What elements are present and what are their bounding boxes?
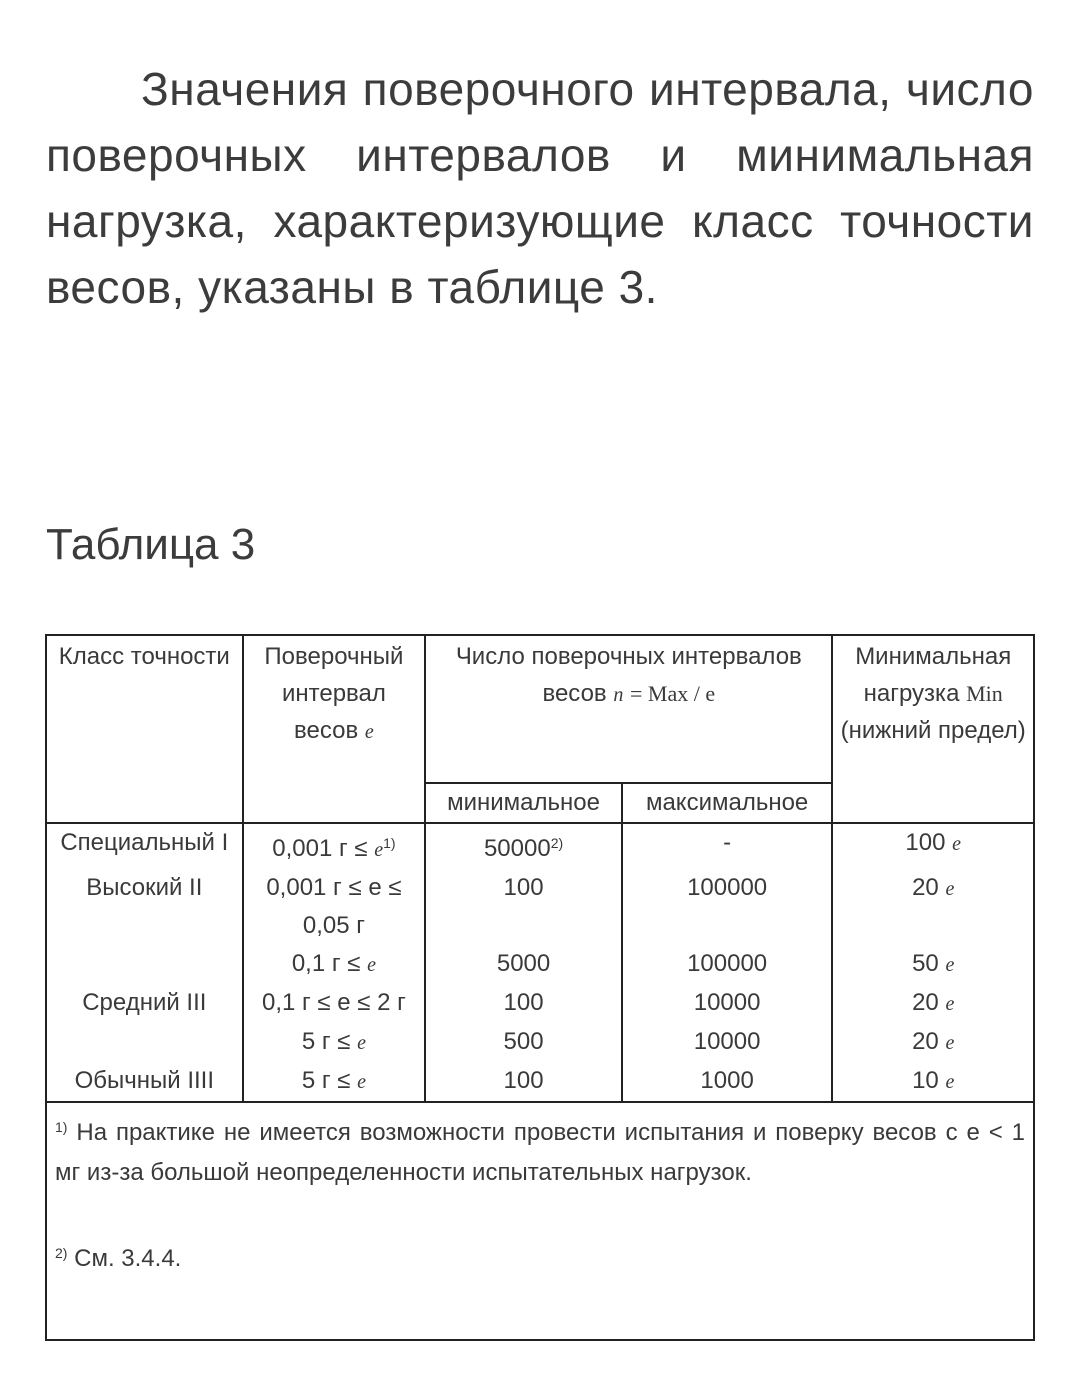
cell-class: Высокий II <box>46 869 243 945</box>
cell-load: 20 e <box>832 984 1034 1023</box>
table-row <box>46 945 1034 984</box>
cell-class: Обычный IIII <box>46 1062 243 1102</box>
footnote-2: $^{2)}$ См. 3.4.4. <box>55 1245 182 1272</box>
header-count: Число поверочных интервалов весов n = Max / e <box>425 635 832 783</box>
header-interval: Поверочный интервал весов e <box>243 635 426 823</box>
table-row <box>46 1023 1034 1062</box>
cell-interval: 5 г ≤ e <box>243 1062 426 1102</box>
cell-min: 100 <box>425 984 622 1023</box>
cell-interval: 0,001 г ≤ e ≤ 0,05 г <box>243 869 426 945</box>
cell-min: 100 <box>425 1062 622 1102</box>
cell-min: 500 <box>425 1023 622 1062</box>
footnotes <box>46 1102 1034 1340</box>
cell-max: - <box>622 823 833 869</box>
cell-interval: 0,1 г ≤ e <box>243 945 426 984</box>
header-min-load: Минимальная нагрузка Min (нижний предел) <box>832 635 1034 823</box>
table-title: Таблица 3 <box>46 520 256 569</box>
table-row <box>46 869 1034 945</box>
cell-max: 10000 <box>622 984 833 1023</box>
cell-load: 50 e <box>832 945 1034 984</box>
cell-interval: 0,1 г ≤ e ≤ 2 г <box>243 984 426 1023</box>
footnote-1: $^{1)}$ На практике не имеется возможности провести испытания и поверку весов с e < 1 мг из-за большой неопределенности испытательных нагрузок. <box>55 1119 1025 1186</box>
cell-max: 10000 <box>622 1023 833 1062</box>
table-row <box>46 823 1034 869</box>
cell-max: 100000 <box>622 869 833 945</box>
table-row <box>46 1062 1034 1102</box>
header-class: Класс точности <box>46 635 243 823</box>
cell-class <box>46 945 243 984</box>
table-row <box>46 984 1034 1023</box>
cell-max: 1000 <box>622 1062 833 1102</box>
cell-class: Специальный I <box>46 823 243 869</box>
cell-class: Средний III <box>46 984 243 1023</box>
cell-load: 20 e <box>832 869 1034 945</box>
cell-interval: 0,001 $г \le e^{1)}$ <box>243 823 426 869</box>
header-minimum: минимальное <box>425 783 622 823</box>
cell-max: 100000 <box>622 945 833 984</box>
cell-interval: 5 г ≤ e <box>243 1023 426 1062</box>
cell-class <box>46 1023 243 1062</box>
cell-min: 50000$^{2)}$ <box>425 823 622 869</box>
cell-load: 100 e <box>832 823 1034 869</box>
header-maximum: максимальное <box>622 783 833 823</box>
accuracy-class-table <box>45 634 1035 1341</box>
cell-load: 20 e <box>832 1023 1034 1062</box>
cell-load: 10 e <box>832 1062 1034 1102</box>
intro-paragraph: Значения поверочного интервала, число поверочных интервалов и минимальная нагрузка, характеризующие класс точности весов, указаны в таблице 3. <box>46 63 1034 313</box>
cell-min: 5000 <box>425 945 622 984</box>
cell-min: 100 <box>425 869 622 945</box>
